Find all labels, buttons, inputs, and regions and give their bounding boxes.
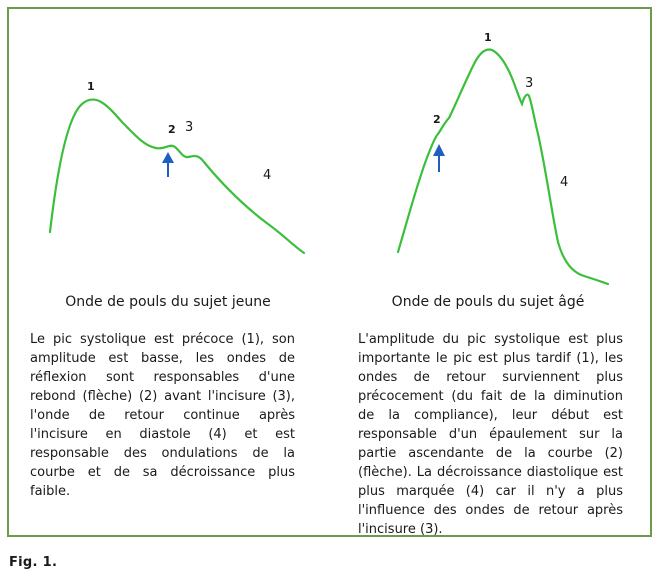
description-elderly: L'amplitude du pic systolique est plus importante le pic est plus tardif (1), les ondes de retour surviennent plus précocement (du fait de la diminution de la compliance), leur début est responsable d'un épaulement sur la partie ascendante de la courbe (2) (flèche). La décroissance diastolique est plus marquée (4) car il n'y a plus l'influence des ondes de retour après l'incisure (3). [358, 332, 623, 537]
label-3-young: 3 [185, 120, 194, 135]
caption-young: Onde de pouls du sujet jeune [65, 294, 271, 310]
caption-elderly: Onde de pouls du sujet âgé [391, 294, 585, 310]
label-4-young: 4 [263, 168, 272, 183]
arrow-elderly [433, 144, 445, 172]
figure-label: Fig. 1. [9, 555, 58, 570]
label-2-young: 2 [168, 123, 176, 136]
pulse-curve-elderly [398, 50, 608, 284]
label-1-young: 1 [87, 80, 95, 93]
description-young: Le pic systolique est précoce (1), son amplitude est basse, les ondes de réflexion sont responsables d'une rebond (flèche) (2) avant l'incisure (3), l'onde de retour continue après l'incisure en diastole (4) et est responsable des ondulations de la courbe et de sa décroissance plus faible. [30, 332, 295, 499]
arrow-young [162, 152, 174, 177]
label-3-elderly: 3 [525, 76, 534, 91]
label-2-elderly: 2 [433, 113, 441, 126]
label-4-elderly: 4 [560, 175, 569, 190]
label-1-elderly: 1 [484, 31, 492, 44]
